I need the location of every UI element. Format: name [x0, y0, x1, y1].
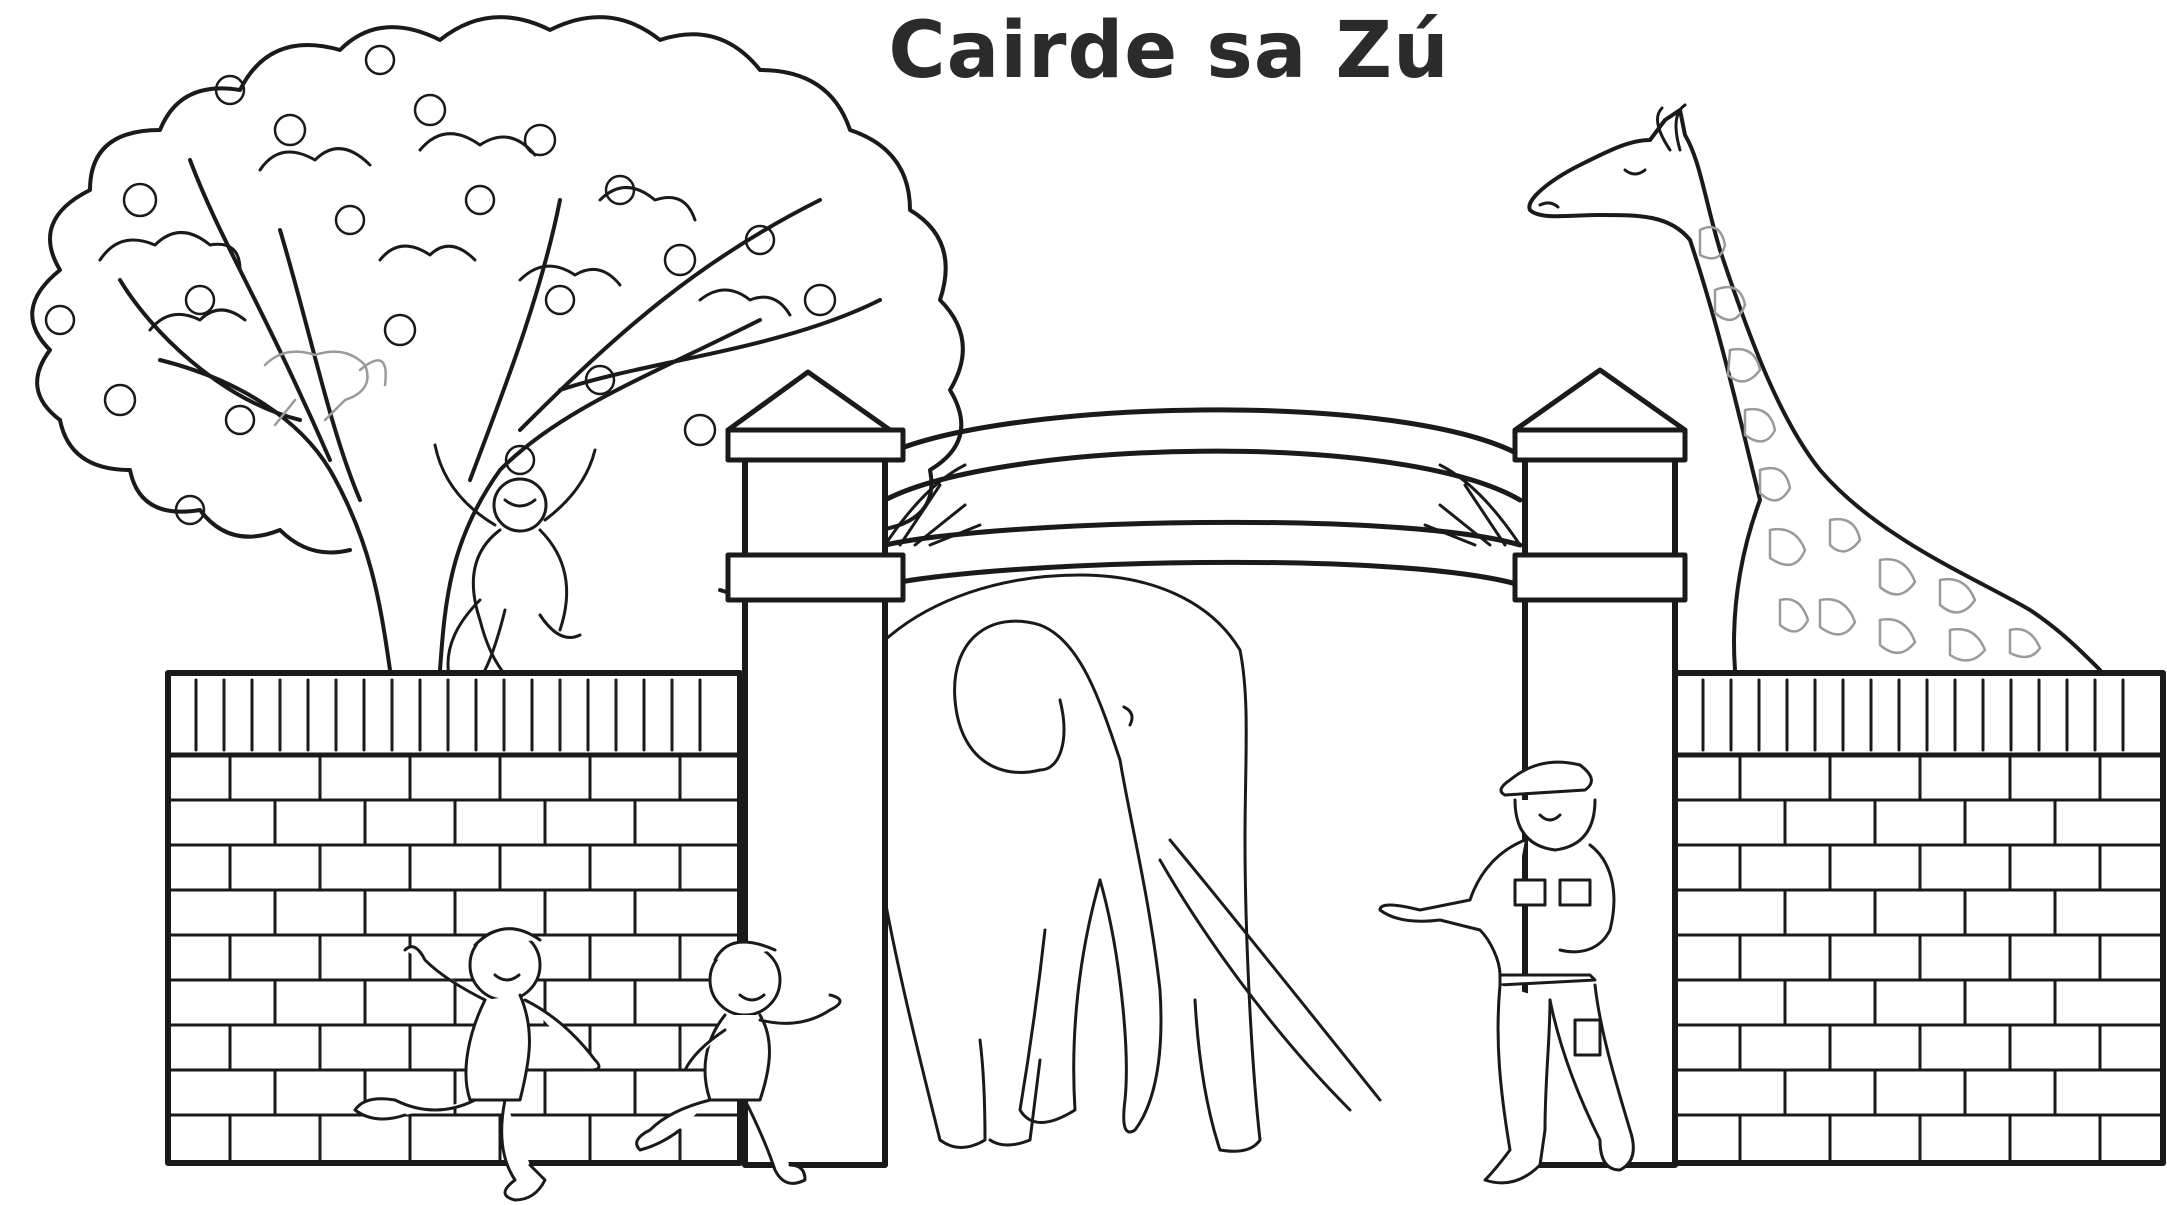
elephant [885, 575, 1380, 1151]
page-title: Cairde sa Zú [888, 6, 1450, 96]
left-wall [168, 673, 740, 1163]
monkey [435, 445, 595, 680]
right-wall [1675, 673, 2163, 1163]
